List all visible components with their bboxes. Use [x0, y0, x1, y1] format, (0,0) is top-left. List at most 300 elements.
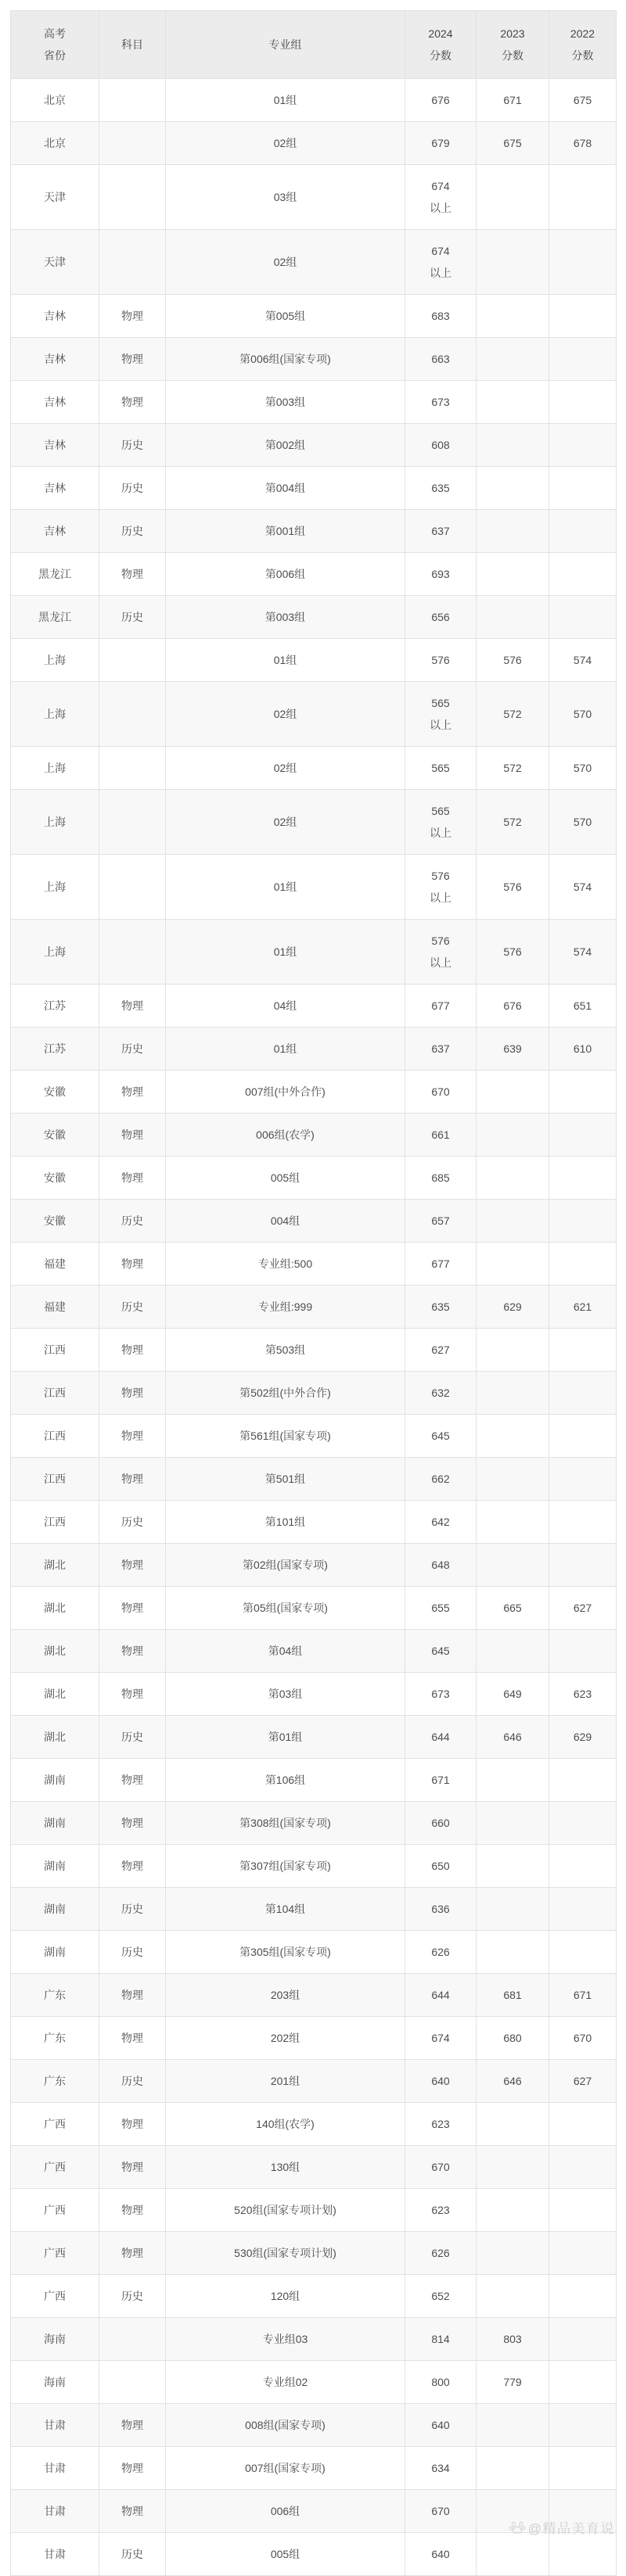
cell-subject: [99, 165, 166, 230]
cell-province: 天津: [11, 165, 99, 230]
cell-y2022: [549, 1501, 617, 1544]
cell-subject: 物理: [99, 2146, 166, 2189]
cell-y2023: [477, 1845, 549, 1888]
cell-group: 第04组: [166, 1630, 405, 1673]
score-table: [10, 10, 617, 2576]
cell-subject: 物理: [99, 1071, 166, 1114]
cell-y2022: 610: [549, 1028, 617, 1071]
cell-y2024: 644: [405, 1974, 477, 2017]
table-row: [11, 2189, 617, 2232]
table-row: [11, 1415, 617, 1458]
cell-y2023: 649: [477, 1673, 549, 1716]
table-row: [11, 1114, 617, 1157]
cell-group: 第006组: [166, 553, 405, 596]
table-row: [11, 2447, 617, 2490]
cell-y2022: 627: [549, 1587, 617, 1630]
cell-subject: 物理: [99, 1587, 166, 1630]
cell-y2024: 674: [405, 2017, 477, 2060]
table-row: [11, 920, 617, 985]
cell-subject: 物理: [99, 1372, 166, 1415]
cell-y2024: 637: [405, 510, 477, 553]
table-row: [11, 2146, 617, 2189]
cell-subject: [99, 639, 166, 682]
cell-subject: 物理: [99, 1544, 166, 1587]
cell-subject: 历史: [99, 510, 166, 553]
cell-y2023: [477, 230, 549, 295]
cell-subject: 物理: [99, 1845, 166, 1888]
cell-subject: 物理: [99, 985, 166, 1028]
cell-subject: 物理: [99, 1415, 166, 1458]
cell-y2024: 640: [405, 2060, 477, 2103]
cell-province: 甘肃: [11, 2447, 99, 2490]
table-row: [11, 510, 617, 553]
cell-group: 01组: [166, 79, 405, 122]
cell-y2022: [549, 553, 617, 596]
cell-y2024: 565 以上: [405, 682, 477, 747]
cell-y2023: [477, 424, 549, 467]
cell-subject: 物理: [99, 295, 166, 338]
cell-group: 第05组(国家专项): [166, 1587, 405, 1630]
cell-y2023: 646: [477, 2060, 549, 2103]
cell-subject: 历史: [99, 1716, 166, 1759]
header-group: 专业组: [166, 11, 405, 79]
table-row: [11, 467, 617, 510]
table-row: [11, 2232, 617, 2275]
cell-y2022: [549, 1845, 617, 1888]
cell-province: 江西: [11, 1458, 99, 1501]
cell-y2023: 576: [477, 855, 549, 920]
cell-group: 第001组: [166, 510, 405, 553]
cell-y2023: 572: [477, 747, 549, 790]
baidu-paw-icon: [509, 2519, 526, 2536]
cell-y2022: [549, 1329, 617, 1372]
cell-province: 江西: [11, 1415, 99, 1458]
cell-y2023: [477, 1888, 549, 1931]
cell-subject: [99, 230, 166, 295]
cell-y2022: [549, 1372, 617, 1415]
cell-y2022: 671: [549, 1974, 617, 2017]
cell-group: 005组: [166, 1157, 405, 1200]
cell-y2022: [549, 467, 617, 510]
cell-y2024: 679: [405, 122, 477, 165]
cell-subject: [99, 682, 166, 747]
cell-y2024: 674 以上: [405, 230, 477, 295]
cell-y2024: 627: [405, 1329, 477, 1372]
cell-y2022: 574: [549, 855, 617, 920]
cell-province: 江苏: [11, 1028, 99, 1071]
cell-y2022: [549, 1888, 617, 1931]
cell-subject: 物理: [99, 2404, 166, 2447]
cell-y2023: [477, 1759, 549, 1802]
cell-y2023: [477, 1931, 549, 1974]
cell-subject: 物理: [99, 2017, 166, 2060]
cell-province: 广东: [11, 2017, 99, 2060]
cell-y2023: [477, 2533, 549, 2576]
cell-province: 上海: [11, 682, 99, 747]
cell-subject: 物理: [99, 1114, 166, 1157]
cell-y2022: [549, 1802, 617, 1845]
cell-y2022: [549, 295, 617, 338]
table-row: [11, 338, 617, 381]
cell-y2022: [549, 1544, 617, 1587]
cell-y2024: 663: [405, 338, 477, 381]
table-row: [11, 1372, 617, 1415]
cell-y2022: 675: [549, 79, 617, 122]
cell-group: 02组: [166, 122, 405, 165]
cell-y2024: 676: [405, 79, 477, 122]
cell-y2022: [549, 338, 617, 381]
cell-y2022: 574: [549, 639, 617, 682]
cell-province: 湖北: [11, 1587, 99, 1630]
cell-y2024: 685: [405, 1157, 477, 1200]
table-row: [11, 985, 617, 1028]
table-row: [11, 682, 617, 747]
table-row: [11, 1286, 617, 1329]
cell-province: 广西: [11, 2103, 99, 2146]
cell-y2024: 626: [405, 2232, 477, 2275]
cell-province: 北京: [11, 122, 99, 165]
table-row: [11, 1845, 617, 1888]
cell-subject: [99, 122, 166, 165]
cell-subject: [99, 2318, 166, 2361]
cell-subject: 历史: [99, 1501, 166, 1544]
cell-y2024: 576 以上: [405, 855, 477, 920]
cell-group: 第005组: [166, 295, 405, 338]
cell-y2022: [549, 1071, 617, 1114]
cell-y2024: 800: [405, 2361, 477, 2404]
cell-y2024: 576: [405, 639, 477, 682]
cell-province: 安徽: [11, 1114, 99, 1157]
table-row: [11, 424, 617, 467]
cell-subject: 物理: [99, 1759, 166, 1802]
cell-y2024: 635: [405, 1286, 477, 1329]
cell-y2024: 670: [405, 2490, 477, 2533]
cell-y2022: [549, 2533, 617, 2576]
cell-subject: 物理: [99, 553, 166, 596]
cell-y2023: 572: [477, 682, 549, 747]
cell-y2022: [549, 1157, 617, 1200]
cell-province: 福建: [11, 1243, 99, 1286]
header-row: [11, 11, 617, 79]
cell-y2022: [549, 2404, 617, 2447]
table-row: [11, 381, 617, 424]
cell-subject: 物理: [99, 1329, 166, 1372]
cell-province: 湖北: [11, 1673, 99, 1716]
cell-group: 第502组(中外合作): [166, 1372, 405, 1415]
cell-group: 第308组(国家专项): [166, 1802, 405, 1845]
cell-province: 广西: [11, 2189, 99, 2232]
table-row: [11, 1028, 617, 1071]
cell-y2022: [549, 2232, 617, 2275]
cell-y2022: 670: [549, 2017, 617, 2060]
cell-group: 03组: [166, 165, 405, 230]
cell-group: 008组(国家专项): [166, 2404, 405, 2447]
cell-subject: 物理: [99, 381, 166, 424]
cell-y2024: 645: [405, 1630, 477, 1673]
cell-subject: 物理: [99, 2490, 166, 2533]
cell-province: 江西: [11, 1501, 99, 1544]
table-row: [11, 165, 617, 230]
cell-y2022: 627: [549, 2060, 617, 2103]
table-row: [11, 122, 617, 165]
cell-y2024: 645: [405, 1415, 477, 1458]
cell-y2023: 681: [477, 1974, 549, 2017]
cell-y2023: 646: [477, 1716, 549, 1759]
cell-group: 02组: [166, 790, 405, 855]
cell-province: 湖南: [11, 1759, 99, 1802]
table-row: [11, 1673, 617, 1716]
header-province: 高考 省份: [11, 11, 99, 79]
cell-province: 安徽: [11, 1071, 99, 1114]
table-row: [11, 2318, 617, 2361]
cell-group: 第561组(国家专项): [166, 1415, 405, 1458]
cell-y2023: [477, 1243, 549, 1286]
cell-group: 01组: [166, 639, 405, 682]
table-row: [11, 295, 617, 338]
cell-province: 海南: [11, 2318, 99, 2361]
cell-group: 203组: [166, 1974, 405, 2017]
cell-y2024: 642: [405, 1501, 477, 1544]
cell-y2024: 670: [405, 2146, 477, 2189]
cell-province: 黑龙江: [11, 596, 99, 639]
table-row: [11, 1974, 617, 2017]
cell-group: 01组: [166, 920, 405, 985]
cell-province: 上海: [11, 639, 99, 682]
cell-y2022: [549, 2447, 617, 2490]
cell-province: 上海: [11, 920, 99, 985]
cell-y2022: [549, 1243, 617, 1286]
cell-group: 04组: [166, 985, 405, 1028]
cell-y2023: [477, 553, 549, 596]
cell-group: 201组: [166, 2060, 405, 2103]
cell-y2024: 655: [405, 1587, 477, 1630]
cell-group: 第006组(国家专项): [166, 338, 405, 381]
cell-group: 01组: [166, 855, 405, 920]
watermark: [509, 2517, 615, 2537]
cell-province: 吉林: [11, 510, 99, 553]
cell-subject: 历史: [99, 424, 166, 467]
cell-y2022: [549, 230, 617, 295]
cell-province: 上海: [11, 855, 99, 920]
cell-group: 02组: [166, 747, 405, 790]
cell-group: 第01组: [166, 1716, 405, 1759]
cell-y2022: 574: [549, 920, 617, 985]
table-row: [11, 2361, 617, 2404]
table-row: [11, 596, 617, 639]
cell-y2023: 629: [477, 1286, 549, 1329]
cell-y2024: 648: [405, 1544, 477, 1587]
cell-y2022: [549, 165, 617, 230]
cell-subject: 物理: [99, 1673, 166, 1716]
cell-province: 江苏: [11, 985, 99, 1028]
cell-province: 湖南: [11, 1802, 99, 1845]
table-row: [11, 1544, 617, 1587]
table-row: [11, 1931, 617, 1974]
cell-y2022: [549, 2189, 617, 2232]
cell-subject: 物理: [99, 1802, 166, 1845]
cell-subject: 物理: [99, 1974, 166, 2017]
cell-group: 007组(中外合作): [166, 1071, 405, 1114]
cell-y2023: [477, 1415, 549, 1458]
cell-group: 007组(国家专项): [166, 2447, 405, 2490]
cell-y2024: 661: [405, 1114, 477, 1157]
cell-y2024: 623: [405, 2189, 477, 2232]
cell-y2022: [549, 1931, 617, 1974]
cell-y2023: [477, 2103, 549, 2146]
cell-subject: [99, 79, 166, 122]
cell-province: 江西: [11, 1329, 99, 1372]
cell-y2022: [549, 596, 617, 639]
cell-y2024: 673: [405, 381, 477, 424]
cell-y2022: 678: [549, 122, 617, 165]
cell-y2022: [549, 510, 617, 553]
table-row: [11, 1329, 617, 1372]
cell-y2024: 657: [405, 1200, 477, 1243]
cell-y2023: 680: [477, 2017, 549, 2060]
cell-y2024: 814: [405, 2318, 477, 2361]
table-row: [11, 230, 617, 295]
cell-subject: 历史: [99, 2275, 166, 2318]
cell-subject: 物理: [99, 1458, 166, 1501]
cell-province: 天津: [11, 230, 99, 295]
cell-province: 广西: [11, 2232, 99, 2275]
cell-y2024: 656: [405, 596, 477, 639]
cell-y2022: [549, 1759, 617, 1802]
cell-province: 上海: [11, 747, 99, 790]
cell-y2023: [477, 1071, 549, 1114]
cell-y2024: 608: [405, 424, 477, 467]
cell-province: 甘肃: [11, 2490, 99, 2533]
cell-group: 006组: [166, 2490, 405, 2533]
cell-y2024: 576 以上: [405, 920, 477, 985]
cell-group: 第004组: [166, 467, 405, 510]
cell-province: 甘肃: [11, 2533, 99, 2576]
table-row: [11, 1759, 617, 1802]
cell-y2024: 565: [405, 747, 477, 790]
cell-y2024: 673: [405, 1673, 477, 1716]
cell-province: 湖南: [11, 1845, 99, 1888]
cell-province: 北京: [11, 79, 99, 122]
cell-y2024: 660: [405, 1802, 477, 1845]
cell-y2023: [477, 2189, 549, 2232]
cell-y2023: [477, 1200, 549, 1243]
cell-subject: 历史: [99, 467, 166, 510]
cell-y2022: [549, 2318, 617, 2361]
cell-y2023: 675: [477, 122, 549, 165]
cell-subject: 物理: [99, 2232, 166, 2275]
table-row: [11, 2533, 617, 2576]
cell-group: 第003组: [166, 381, 405, 424]
table-row: [11, 1071, 617, 1114]
cell-y2022: [549, 1630, 617, 1673]
table-row: [11, 1587, 617, 1630]
cell-y2024: 671: [405, 1759, 477, 1802]
cell-y2022: [549, 1200, 617, 1243]
cell-province: 甘肃: [11, 2404, 99, 2447]
cell-subject: [99, 855, 166, 920]
cell-province: 广东: [11, 1974, 99, 2017]
cell-y2024: 677: [405, 1243, 477, 1286]
cell-y2024: 693: [405, 553, 477, 596]
cell-group: 第307组(国家专项): [166, 1845, 405, 1888]
cell-subject: 历史: [99, 2060, 166, 2103]
cell-group: 第104组: [166, 1888, 405, 1931]
table-row: [11, 1157, 617, 1200]
cell-y2022: 570: [549, 682, 617, 747]
cell-province: 吉林: [11, 295, 99, 338]
table-row: [11, 1458, 617, 1501]
cell-y2023: [477, 1329, 549, 1372]
table-row: [11, 747, 617, 790]
table-row: [11, 1243, 617, 1286]
cell-subject: [99, 747, 166, 790]
cell-subject: 历史: [99, 1028, 166, 1071]
cell-y2024: 565 以上: [405, 790, 477, 855]
cell-y2024: 670: [405, 1071, 477, 1114]
cell-group: 专业组:500: [166, 1243, 405, 1286]
cell-y2023: [477, 467, 549, 510]
cell-subject: 物理: [99, 338, 166, 381]
cell-y2022: [549, 424, 617, 467]
cell-y2024: 636: [405, 1888, 477, 1931]
cell-province: 海南: [11, 2361, 99, 2404]
cell-province: 福建: [11, 1286, 99, 1329]
cell-y2023: [477, 1458, 549, 1501]
cell-y2024: 644: [405, 1716, 477, 1759]
cell-y2023: [477, 165, 549, 230]
cell-province: 广东: [11, 2060, 99, 2103]
cell-group: 第03组: [166, 1673, 405, 1716]
table-row: [11, 2404, 617, 2447]
cell-group: 第305组(国家专项): [166, 1931, 405, 1974]
cell-province: 吉林: [11, 424, 99, 467]
cell-group: 202组: [166, 2017, 405, 2060]
cell-y2023: [477, 381, 549, 424]
cell-group: 004组: [166, 1200, 405, 1243]
cell-y2023: 671: [477, 79, 549, 122]
table-row: [11, 2103, 617, 2146]
cell-group: 520组(国家专项计划): [166, 2189, 405, 2232]
cell-y2024: 637: [405, 1028, 477, 1071]
cell-province: 湖南: [11, 1888, 99, 1931]
table-row: [11, 1501, 617, 1544]
cell-subject: 物理: [99, 2189, 166, 2232]
cell-y2023: [477, 510, 549, 553]
cell-subject: 物理: [99, 1157, 166, 1200]
cell-y2022: [549, 2146, 617, 2189]
cell-subject: [99, 790, 166, 855]
cell-y2024: 635: [405, 467, 477, 510]
cell-subject: 历史: [99, 1888, 166, 1931]
cell-y2023: 576: [477, 920, 549, 985]
cell-y2023: [477, 2232, 549, 2275]
cell-y2023: 676: [477, 985, 549, 1028]
cell-y2023: [477, 1501, 549, 1544]
cell-y2022: 651: [549, 985, 617, 1028]
cell-province: 湖南: [11, 1931, 99, 1974]
cell-subject: 历史: [99, 2533, 166, 2576]
cell-y2023: [477, 1157, 549, 1200]
cell-province: 上海: [11, 790, 99, 855]
cell-y2023: [477, 1544, 549, 1587]
cell-y2024: 683: [405, 295, 477, 338]
cell-group: 第101组: [166, 1501, 405, 1544]
cell-y2022: 623: [549, 1673, 617, 1716]
cell-group: 02组: [166, 230, 405, 295]
cell-group: 140组(农学): [166, 2103, 405, 2146]
cell-y2024: 640: [405, 2404, 477, 2447]
cell-province: 吉林: [11, 467, 99, 510]
